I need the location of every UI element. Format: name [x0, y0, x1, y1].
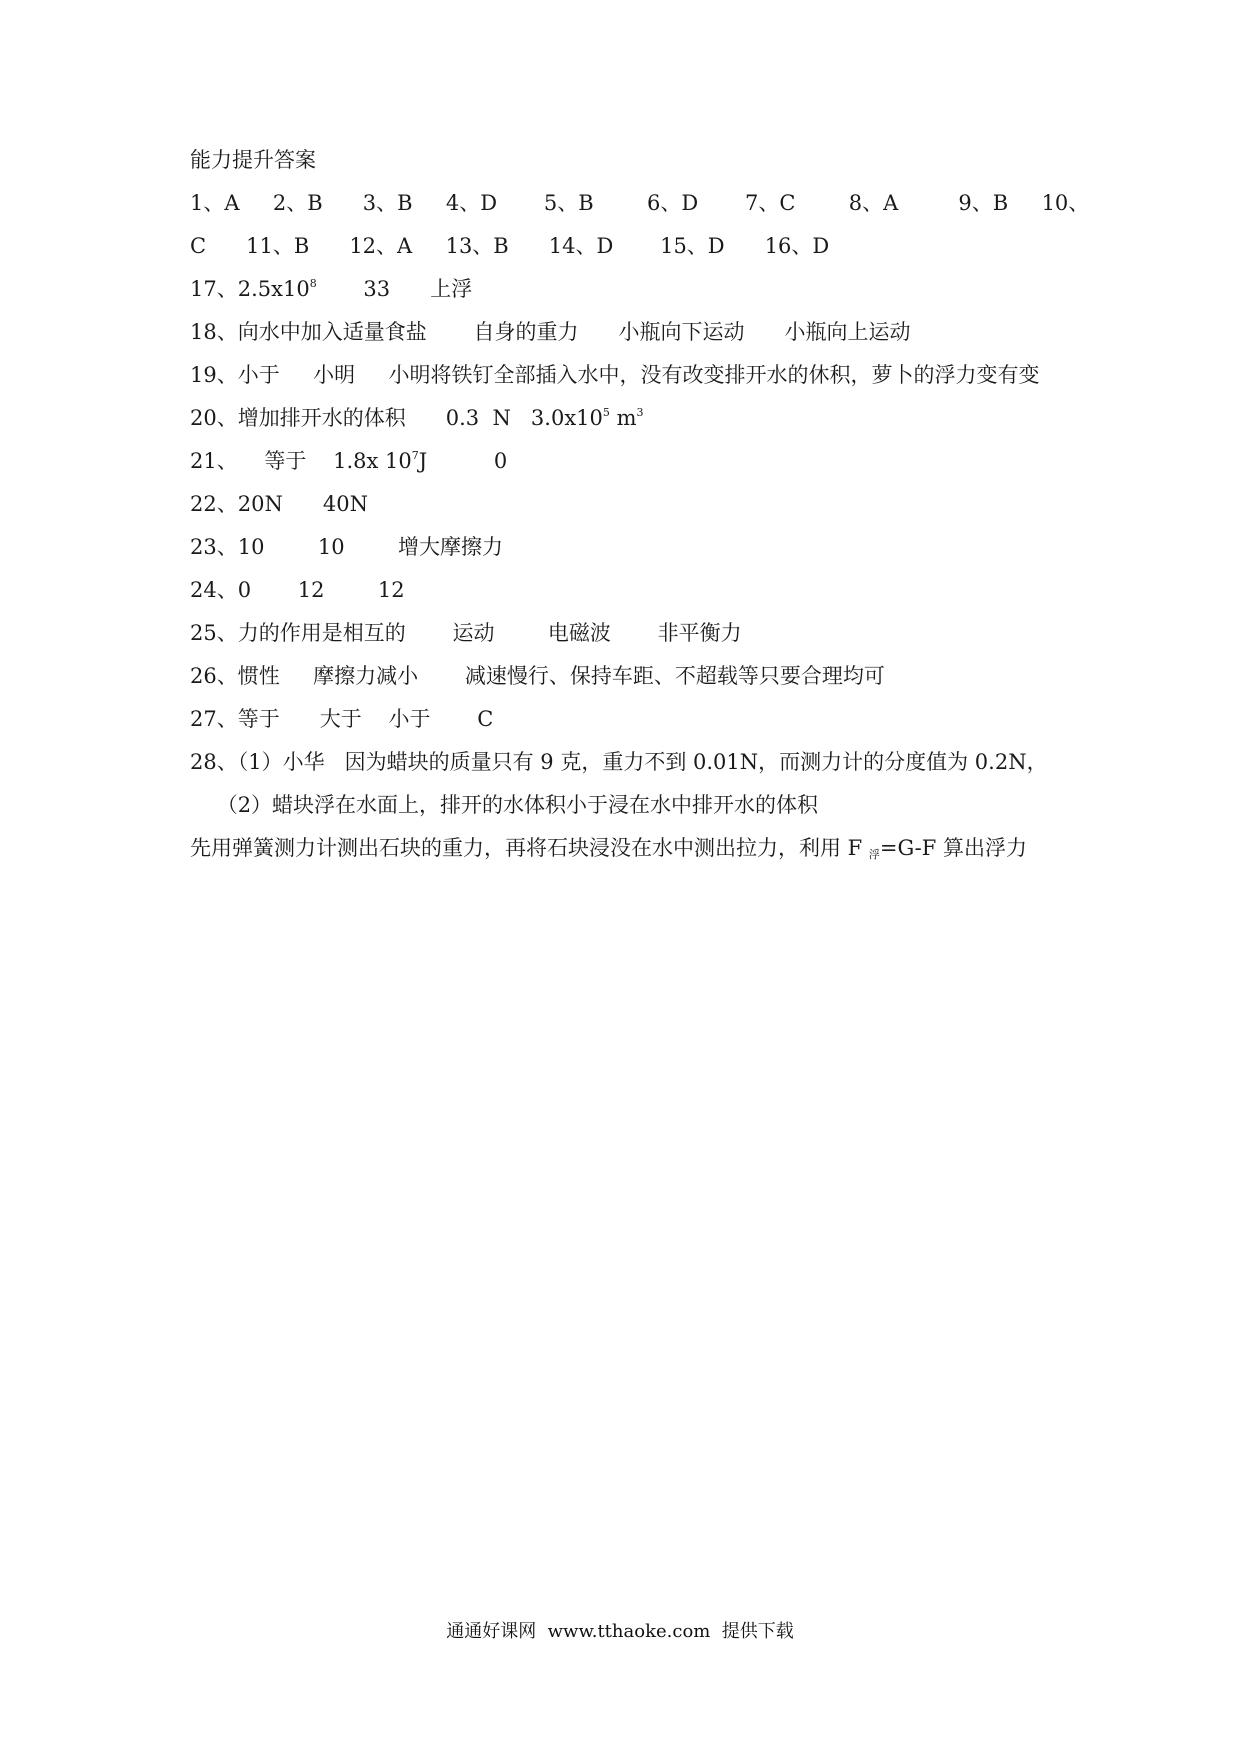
- answer-17-prefix: 17、2.5x10: [190, 277, 310, 301]
- answer-line-17: [190, 275, 472, 303]
- answer-line: 1、A 2、B 3、B 4、D 5、B 6、D 7、C 8、A 9、B 10、: [190, 191, 1090, 215]
- answer-line-28-method: [190, 834, 1027, 862]
- answer-line: 18、向水中加入适量食盐 自身的重力 小瓶向下运动 小瓶向上运动: [190, 320, 911, 344]
- footer-text: 通通好课网 www.tthaoke.com 提供下载: [446, 1621, 794, 1642]
- answer-line: 22、20N 40N: [190, 492, 368, 516]
- answer-20-prefix: 20、增加排开水的体积 0.3 N 3.0x10: [190, 406, 603, 430]
- answer-17-exponent: 8: [309, 277, 317, 290]
- answer-line-21: [190, 447, 507, 475]
- answer-line: 25、力的作用是相互的 运动 电磁波 非平衡力: [190, 621, 742, 645]
- answer-20-exponent: 5: [602, 406, 610, 419]
- answer-28-method-rest: =G-F 算出浮力: [879, 836, 1028, 860]
- answer-20-unit: m: [609, 406, 637, 430]
- answer-line: C 11、B 12、A 13、B 14、D 15、D 16、D: [190, 234, 830, 258]
- answer-line: 24、0 12 12: [190, 578, 405, 602]
- answer-17-rest: 33 上浮: [316, 277, 473, 301]
- document-title: 能力提升答案: [190, 148, 316, 172]
- answer-28-method-prefix: 先用弹簧测力计测出石块的重力，再将石块浸没在水中测出拉力，利用 F: [190, 836, 869, 860]
- answer-line: 28、（1）小华 因为蜡块的质量只有 9 克，重力不到 0.01N，而测力计的分度值为 0.2N，: [190, 750, 1048, 774]
- answer-21-prefix: 21、 等于 1.8x 10: [190, 449, 412, 473]
- answer-20-unit-exponent: 3: [636, 406, 644, 419]
- answer-21-rest: J 0: [418, 449, 508, 473]
- answer-line-20: [190, 404, 643, 432]
- answer-line: 19、小于 小明 小明将铁钉全部插入水中，没有改变排开水的休积，萝卜的浮力变有变: [190, 363, 1040, 387]
- answer-line: 27、等于 大于 小于 C: [190, 707, 494, 731]
- answer-28-method-subscript: 浮: [868, 848, 880, 861]
- answer-line: 23、10 10 增大摩擦力: [190, 535, 503, 559]
- answer-21-exponent: 7: [411, 449, 419, 462]
- answer-line: （2）蜡块浮在水面上，排开的水体积小于浸在水中排开水的体积: [190, 793, 819, 817]
- answer-line: 26、惯性 摩擦力减小 减速慢行、保持车距、不超载等只要合理均可: [190, 664, 885, 688]
